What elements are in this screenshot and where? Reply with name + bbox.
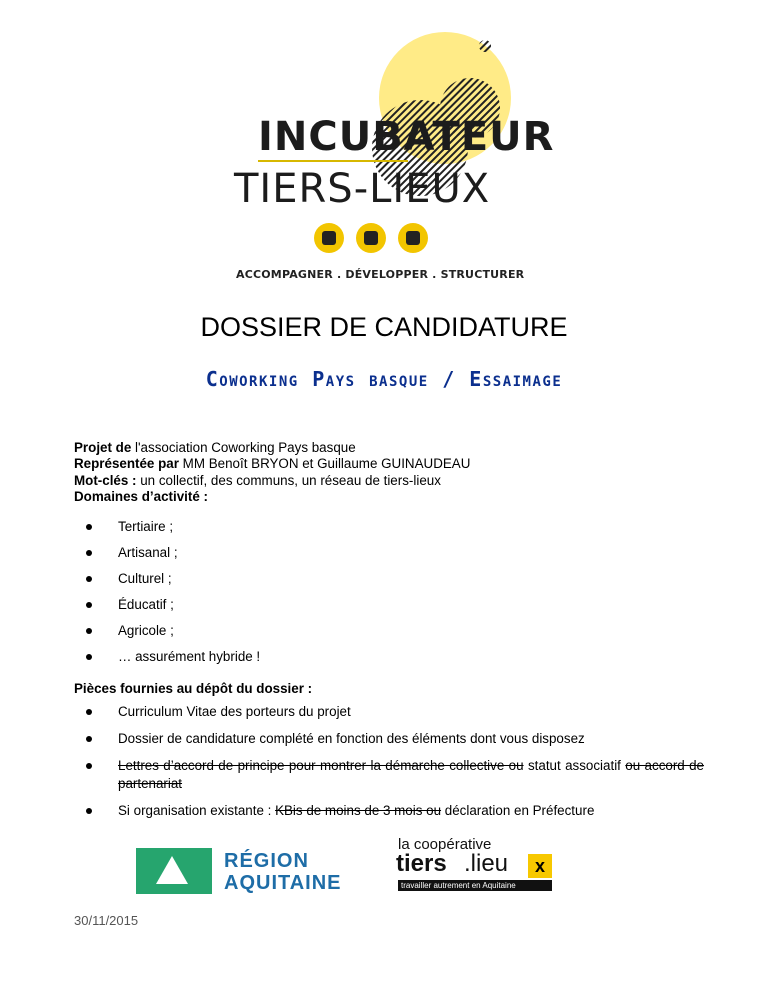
list-item: Curriculum Vitae des porteurs du projet (74, 703, 704, 721)
list-item-text: déclaration en Préfecture (441, 803, 595, 818)
representee-line (74, 456, 470, 472)
region-line1: RÉGION (224, 850, 309, 872)
list-item: Artisanal ; (74, 544, 704, 562)
struck-text: Lettres d’accord de principe pour montrer la démarche collective ou (118, 758, 524, 773)
list-item: Dossier de candidature complété en fonction des éléments dont vous disposez (74, 730, 704, 748)
list-item-text: statut associatif (523, 758, 626, 773)
document-title: DOSSIER DE CANDIDATURE (200, 312, 568, 342)
domaines-line (74, 489, 470, 505)
list-item (74, 757, 704, 793)
list-item: … assurément hybride ! (74, 648, 704, 666)
projet-label: Projet de (74, 440, 132, 455)
coop-line1: la coopérative (398, 836, 492, 853)
domaines-list (74, 518, 704, 666)
rep-value: MM Benoît BRYON et Guillaume GUINAUDEAU (178, 456, 471, 472)
struck-text: KBis de moins de 3 mois ou (275, 803, 442, 818)
landscape-icon (356, 223, 386, 253)
coop-x: x (528, 854, 552, 878)
list-item: Éducatif ; (74, 596, 704, 614)
struck-text: ou accord de partenariat (118, 758, 705, 791)
logo-line2: TIERS-LIEUX (234, 166, 491, 212)
mots-cles-line (74, 473, 470, 489)
domaines-label: Domaines d’activité : (74, 488, 208, 504)
list-item (74, 802, 704, 820)
coop-tagline: travailler autrement en Aquitaine (398, 880, 552, 891)
mots-value: un collectif, des communs, un réseau de tiers-lieux (136, 472, 441, 488)
pieces-title: Pièces fournies au dépôt du dossier : (74, 681, 313, 696)
logo-line1: INCUBATEUR (258, 114, 555, 160)
region-aquitaine-logo (136, 842, 342, 898)
list-item-text: Si organisation existante : (118, 803, 276, 818)
logo-tagline: ACCOMPAGNER . DÉVELOPPER . STRUCTURER (236, 268, 525, 281)
list-item: Tertiaire ; (74, 518, 704, 536)
document-date: 30/11/2015 (74, 913, 139, 928)
logo-icons (314, 223, 428, 253)
coop-tiers: tiers (396, 850, 447, 877)
rep-label: Représentée par (74, 456, 179, 472)
logo-underline (258, 160, 408, 162)
list-item: Agricole ; (74, 622, 704, 640)
region-line2: AQUITAINE (224, 872, 342, 894)
projet-line (74, 440, 470, 456)
projet-value: l'association Coworking Pays basque (131, 440, 356, 455)
pieces-list (74, 703, 704, 820)
document-subtitle: Coworking Pays basque / Essaimage (205, 367, 563, 391)
coop-lieu: .lieu (464, 850, 509, 877)
people-meeting-icon (398, 223, 428, 253)
incubateur-logo (210, 28, 558, 298)
project-info (74, 440, 470, 505)
cooperative-tiers-lieux-logo (394, 836, 564, 898)
region-emblem-icon (136, 848, 212, 894)
mots-label: Mot-clés : (74, 472, 137, 488)
list-item: Culturel ; (74, 570, 704, 588)
head-idea-icon (314, 223, 344, 253)
